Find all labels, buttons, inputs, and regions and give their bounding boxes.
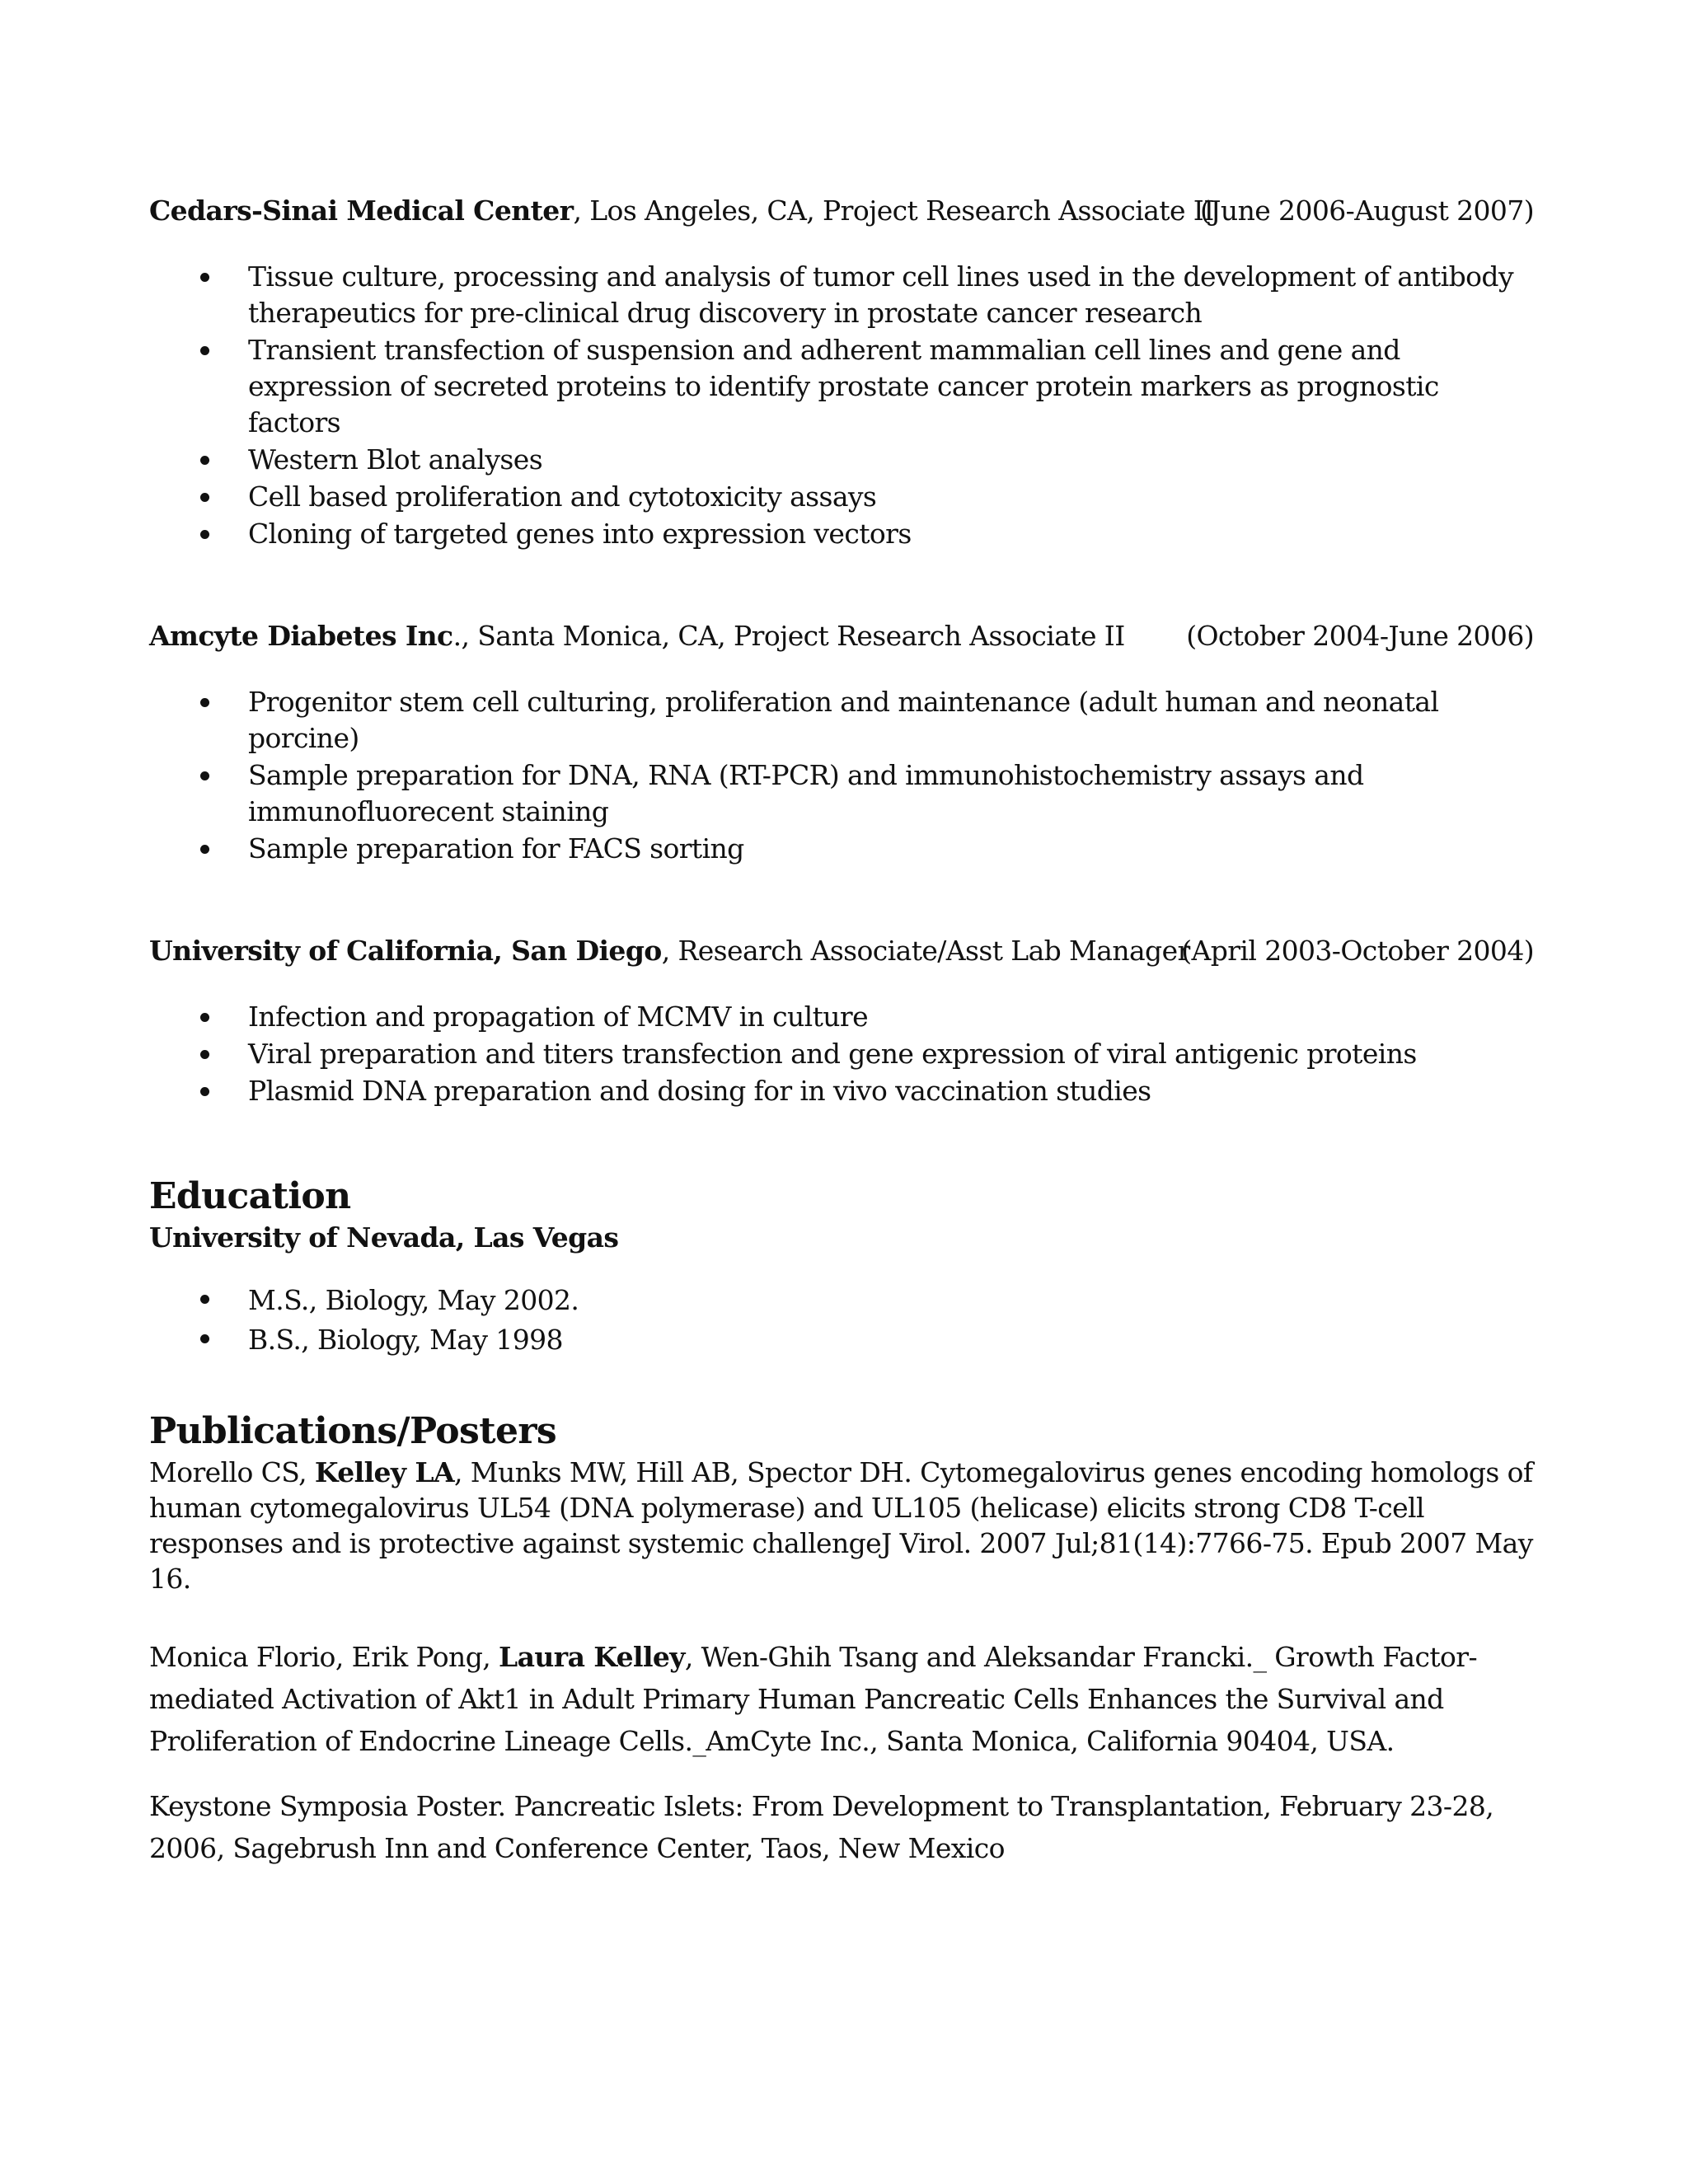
bullet-icon [200,346,209,355]
bullet-icon [200,530,209,539]
list-item: Western Blot analyses [149,442,1534,478]
education-heading: Education [149,1175,351,1217]
author-highlight: Kelley LA [314,1456,454,1488]
job-header-cedars-sinai [149,193,1534,229]
job-dates: (June 2006-August 2007) [1200,194,1534,227]
bullet-icon [200,1087,209,1096]
list-item: Transient transfection of suspension and adherent mammalian cell lines and gene and expression of secreted proteins to identify prostate cancer protein markers as prognostic factors [149,332,1534,441]
job-org: University of California, San Diego [149,935,662,967]
job-header-ucsd [149,933,1534,969]
bullet-icon [200,273,209,282]
job-dates: (October 2004-June 2006) [1186,620,1534,652]
job-org: Amcyte Diabetes Inc [149,620,453,652]
education-degree-list [149,1281,1534,1359]
list-item: Cloning of targeted genes into expression vectors [149,516,1534,552]
author-highlight: Laura Kelley [499,1641,685,1673]
bullet-icon [200,1334,209,1343]
publication-entry: Morello CS, Kelley LA, Munks MW, Hill AB, Spector DH. Cytomegalovirus genes encoding homologs of human cytomegalovirus UL54 (DNA polymerase) and UL105 (helicase) elicits strong CD8 T-cell responses and is protective against systemic challengeJ Virol. 2007 Jul;81(14):7766-75. Epub 2007 May 16. [149,1456,1533,1595]
bullet-icon [200,698,209,707]
publication-entry: Monica Florio, Erik Pong, Laura Kelley, Wen-Ghih Tsang and Aleksandar Francki._ Growth Factor-mediated Activation of Akt1 in Adult Primary Human Pancreatic Cells Enhances the Survival and Proliferation of Endocrine Lineage Cells._AmCyte Inc., Santa Monica, California 90404, USA. [149,1641,1478,1757]
education-school: University of Nevada, Las Vegas [149,1221,619,1254]
list-item: Plasmid DNA preparation and dosing for in vivo vaccination studies [149,1073,1534,1109]
list-item: Tissue culture, processing and analysis of tumor cell lines used in the development of antibody therapeutics for pre-clinical drug discovery in prostate cancer research [149,259,1534,331]
job-org: Cedars-Sinai Medical Center [149,194,574,227]
bullet-icon [200,1295,209,1304]
job-header-amcyte [149,618,1534,654]
job-bullet-list [149,259,1534,552]
list-item: Sample preparation for DNA, RNA (RT-PCR) and immunohistochemistry assays and immunofluorecent staining [149,757,1534,830]
publication-entry: Keystone Symposia Poster. Pancreatic Islets: From Development to Transplantation, February 23-28, 2006, Sagebrush Inn and Conference Center, Taos, New Mexico [149,1790,1494,1864]
job-details: , Research Associate/Asst Lab Manager [661,935,1190,967]
bullet-icon [200,493,209,502]
job-dates: (April 2003-October 2004) [1181,935,1534,967]
list-item: Cell based proliferation and cytotoxicity assays [149,479,1534,515]
bullet-icon [200,456,209,465]
list-item: Infection and propagation of MCMV in culture [149,999,1534,1035]
bullet-icon [200,1013,209,1022]
job-details: ., Santa Monica, CA, Project Research Associate II [452,620,1125,652]
list-item: M.S., Biology, May 2002. [149,1281,1534,1319]
list-item: Viral preparation and titers transfection and gene expression of viral antigenic proteins [149,1036,1534,1072]
bullet-icon [200,771,209,780]
list-item: Sample preparation for FACS sorting [149,831,1534,867]
list-item: Progenitor stem cell culturing, proliferation and maintenance (adult human and neonatal porcine) [149,684,1534,757]
job-details: , Los Angeles, CA, Project Research Associate II [573,194,1214,227]
resume-page [149,193,1534,1869]
job-bullet-list [149,684,1534,867]
bullet-icon [200,845,209,854]
job-bullet-list [149,999,1534,1109]
list-item: B.S., Biology, May 1998 [149,1320,1534,1359]
bullet-icon [200,1050,209,1059]
publications-heading: Publications/Posters [149,1410,557,1452]
